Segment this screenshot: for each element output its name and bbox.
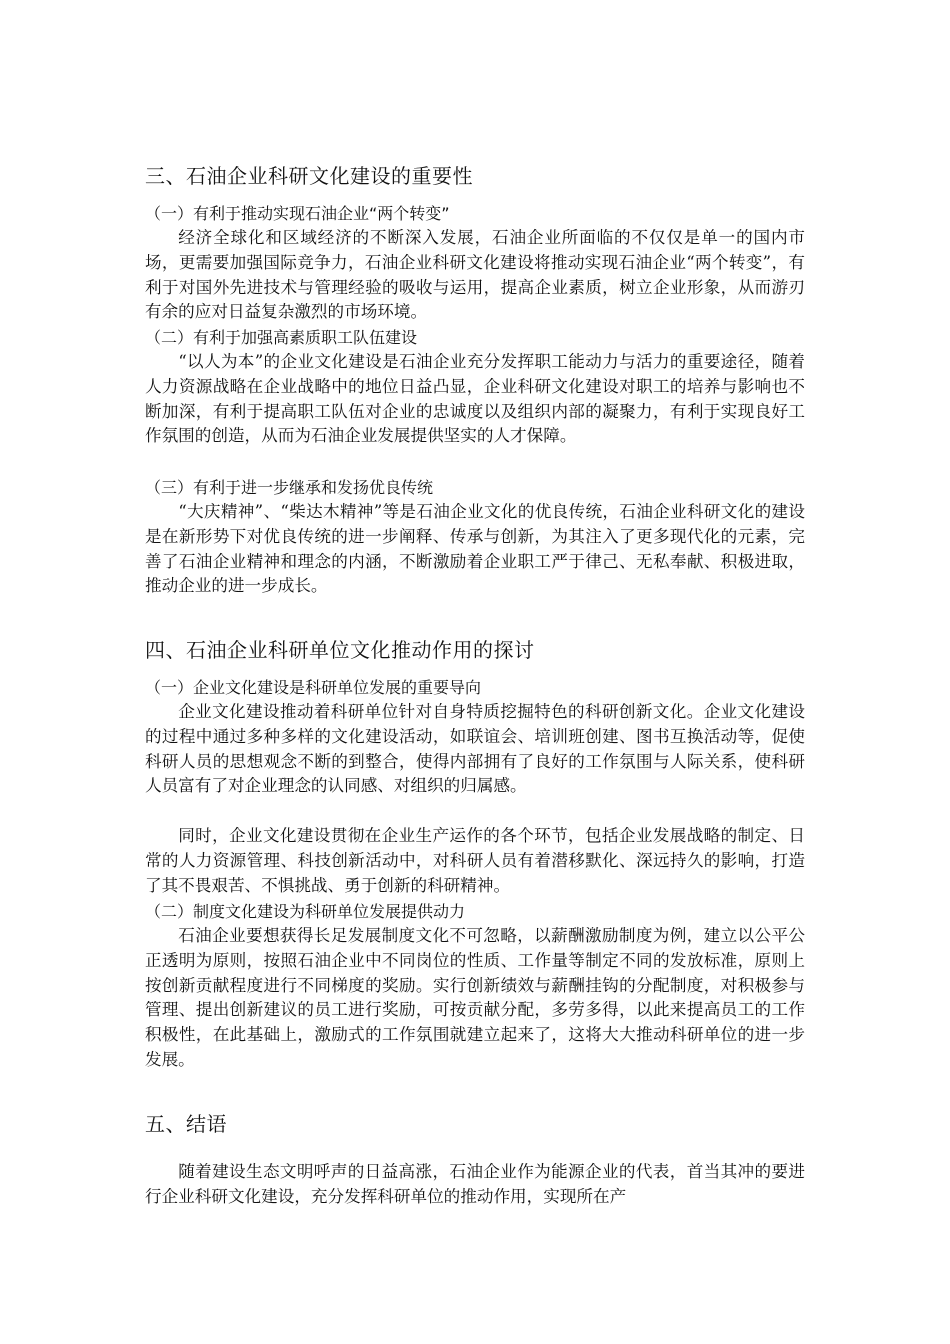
paragraph: 石油企业要想获得长足发展制度文化不可忽略，以薪酬激励制度为例，建立以公平公正透明为原则，按照石油企业中不同岗位的性质、工作量等制定不同的发放标准，原则上按创新贡献程度进行不同梯度的奖励。实行创新绩效与薪酬挂钩的分配制度，对积极参与管理、提出创新建议的员工进行奖励，可按贡献分配，多劳多得，以此来提高员工的工作积极性，在此基础上，激励式的工作氛围就建立起来了，这将大大推动科研单位的进一步发展。: [145, 926, 805, 1069]
paragraph: “大庆精神”、“柴达木精神”等是石油企业文化的优良传统，石油企业科研文化的建设是在新形势下对优良传统的进一步阐释、传承与创新，为其注入了更多现代化的元素，完善了石油企业精神和理念的内涵，不断激励着企业职工严于律己、无私奉献、积极进取，推动企业的进一步成长。: [145, 502, 805, 596]
paragraph: 经济全球化和区域经济的不断深入发展，石油企业所面临的不仅仅是单一的国内市场，更需要加强国际竞争力，石油企业科研文化建设将推动实现石油企业“两个转变”，有利于对国外先进技术与管理经验的吸收与运用，提高企业素质，树立企业形象，从而游刃有余的应对日益复杂激烈的市场环境。: [145, 228, 805, 322]
subsection-heading: （二）制度文化建设为科研单位发展提供动力: [145, 902, 466, 921]
subsection-heading: （三）有利于进一步继承和发扬优良传统: [145, 478, 434, 497]
section-heading-3: 三、石油企业科研文化建设的重要性: [145, 164, 473, 188]
paragraph: 随着建设生态文明呼声的日益高涨，石油企业作为能源企业的代表，首当其冲的要进行企业科研文化建设，充分发挥科研单位的推动作用，实现所在产: [145, 1162, 805, 1206]
subsection-heading: （一）有利于推动实现石油企业“两个转变”: [145, 204, 450, 223]
paragraph: 企业文化建设推动着科研单位针对自身特质挖掘特色的科研创新文化。企业文化建设的过程中通过多种多样的文化建设活动，如联谊会、培训班创建、图书互换活动等，促使科研人员的思想观念不断的到整合，使得内部拥有了良好的工作氛围与人际关系，使科研人员富有了对企业理念的认同感、对组织的归属感。: [145, 702, 805, 796]
subsection-heading: （一）企业文化建设是科研单位发展的重要导向: [145, 678, 482, 697]
paragraph: “以人为本”的企业文化建设是石油企业充分发挥职工能动力与活力的重要途径，随着人力资源战略在企业战略中的地位日益凸显，企业科研文化建设对职工的培养与影响也不断加深，有利于提高职工队伍对企业的忠诚度以及组织内部的凝聚力，有利于实现良好工作氛围的创造，从而为石油企业发展提供坚实的人才保障。: [145, 352, 805, 446]
paragraph: 同时，企业文化建设贯彻在企业生产运作的各个环节，包括企业发展战略的制定、日常的人力资源管理、科技创新活动中，对科研人员有着潜移默化、深远持久的影响，打造了其不畏艰苦、不惧挑战、勇于创新的科研精神。: [145, 826, 805, 895]
section-heading-4: 四、石油企业科研单位文化推动作用的探讨: [145, 638, 535, 662]
section-heading-5: 五、结语: [145, 1112, 227, 1136]
subsection-heading: （二）有利于加强高素质职工队伍建设: [145, 328, 418, 347]
document-page: [145, 0, 805, 1344]
